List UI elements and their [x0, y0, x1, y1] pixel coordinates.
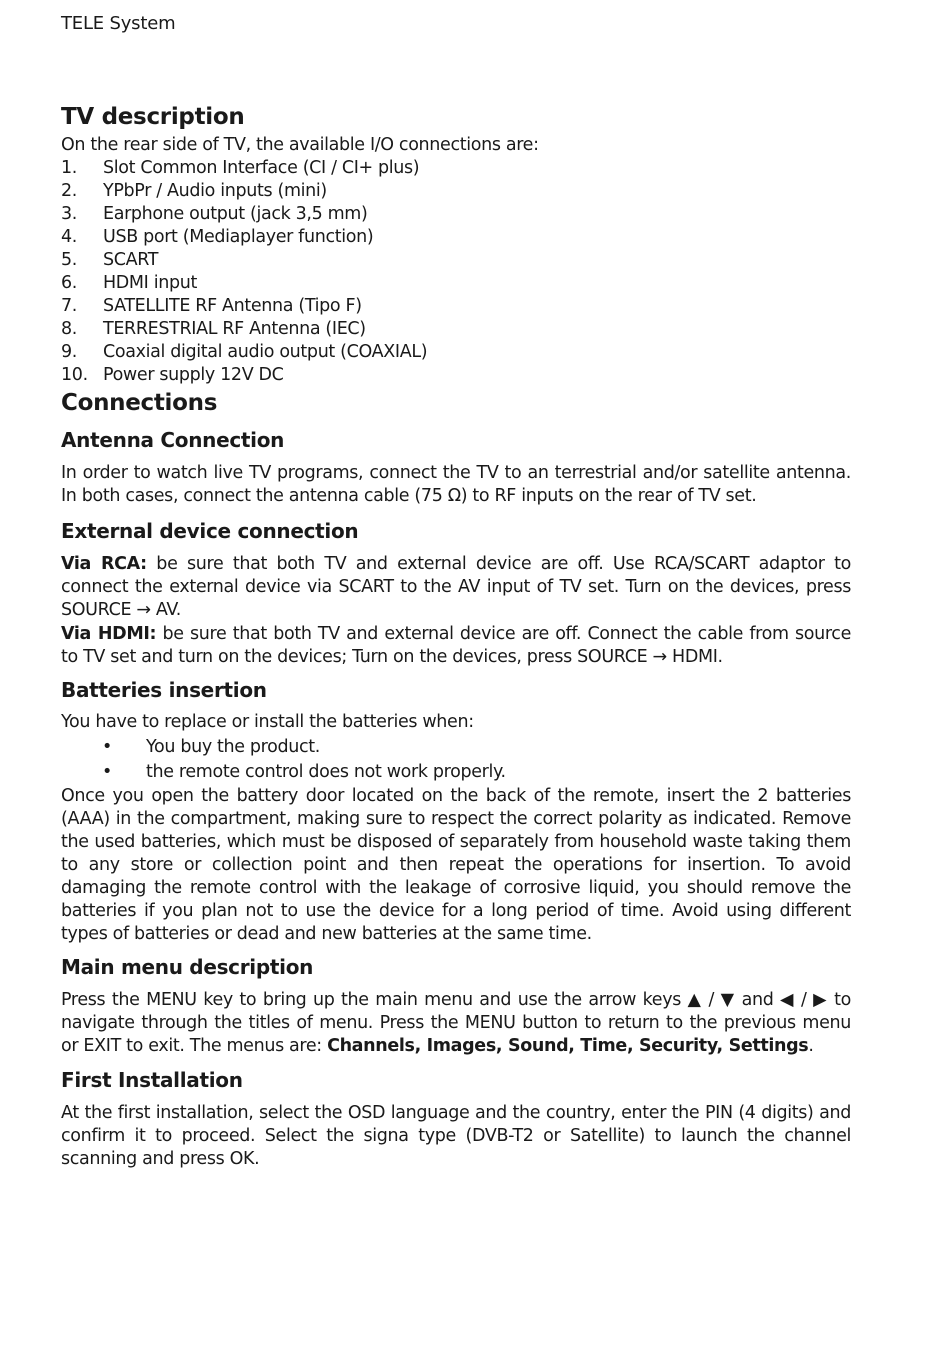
- main-menu-text: [61, 989, 851, 1058]
- list-item-number: 8.: [61, 319, 77, 339]
- list-item-number: 5.: [61, 250, 77, 270]
- via-rca-paragraph: [61, 553, 851, 622]
- list-item-text: YPbPr / Audio inputs (mini): [103, 181, 327, 201]
- batteries-title: Batteries insertion: [61, 678, 267, 702]
- list-item-number: 4.: [61, 227, 77, 247]
- list-item-number: 6.: [61, 273, 77, 293]
- list-item-text: Slot Common Interface (CI / CI+ plus): [103, 158, 420, 178]
- via-hdmi-text: be sure that both TV and external device are off. Connect the cable from source to TV set and turn on the devices; Turn on the devices, press SOURCE → HDMI.: [61, 624, 851, 667]
- via-rca-label: Via RCA:: [61, 554, 147, 574]
- list-item-text: Coaxial digital audio output (COAXIAL): [103, 342, 428, 362]
- bullet-text: the remote control does not work properly.: [146, 762, 506, 782]
- antenna-connection-text: In order to watch live TV programs, connect the TV to an terrestrial and/or satellite antenna. In both cases, connect the antenna cable (75 Ω) to RF inputs on the rear of TV set.: [61, 463, 851, 506]
- via-rca-text: be sure that both TV and external device are off. Use RCA/SCART adaptor to connect the external device via SCART to the AV input of TV set. Turn on the devices, press SOURCE → AV.: [61, 554, 851, 620]
- list-item-text: Power supply 12V DC: [103, 365, 284, 385]
- list-item-number: 10.: [61, 365, 88, 385]
- tv-description-intro: On the rear side of TV, the available I/O connections are:: [61, 135, 539, 155]
- connections-title: Connections: [61, 390, 218, 416]
- tv-description-title: TV description: [61, 104, 245, 130]
- first-installation-title: First Installation: [61, 1068, 243, 1092]
- bullet-text: You buy the product.: [146, 737, 320, 757]
- via-hdmi-paragraph: [61, 623, 851, 669]
- list-item-text: Earphone output (jack 3,5 mm): [103, 204, 368, 224]
- list-item-text: USB port (Mediaplayer function): [103, 227, 374, 247]
- bullet-icon: •: [102, 737, 113, 757]
- list-item-text: TERRESTRIAL RF Antenna (IEC): [103, 319, 366, 339]
- batteries-intro: You have to replace or install the batteries when:: [61, 712, 474, 732]
- main-menu-body: Press the MENU key to bring up the main menu and use the arrow keys ▲ / ▼ and ◀ / ▶ to navigate through the titles of menu. Press the MENU button to return to the previous menu or EXIT to exit. The menus are:: [61, 990, 851, 1056]
- running-head: TELE System: [61, 13, 176, 34]
- via-hdmi-label: Via HDMI:: [61, 624, 157, 644]
- main-menu-list: Channels, Images, Sound, Time, Security, Settings: [327, 1036, 809, 1056]
- first-installation-text: At the first installation, select the OSD language and the country, enter the PIN (4 digits) and confirm it to proceed. Select the signa type (DVB-T2 or Satellite) to launch the channel scanning and press OK.: [61, 1103, 851, 1169]
- list-item-text: SATELLITE RF Antenna (Tipo F): [103, 296, 362, 316]
- list-item-number: 7.: [61, 296, 77, 316]
- list-item-text: SCART: [103, 250, 159, 270]
- bullet-icon: •: [102, 762, 113, 782]
- batteries-text: Once you open the battery door located on the back of the remote, insert the 2 batteries (AAA) in the compartment, making sure to respect the correct polarity as indicated. Remove the used batteries, which must be disposed of separately from household waste taking them to any store or collection point and then repeat the operations for insertion. To avoid damaging the remote control with the leakage of corrosive liquid, you should remove the batteries if you plan not to use the device for a long period of time. Avoid using different types of batteries or dead and new batteries at the same time.: [61, 786, 851, 944]
- antenna-connection-title: Antenna Connection: [61, 428, 285, 452]
- list-item-number: 3.: [61, 204, 77, 224]
- list-item-number: 2.: [61, 181, 77, 201]
- list-item-text: HDMI input: [103, 273, 197, 293]
- main-menu-title: Main menu description: [61, 955, 314, 979]
- list-item-number: 9.: [61, 342, 77, 362]
- external-device-title: External device connection: [61, 519, 359, 543]
- main-menu-end: .: [808, 1036, 814, 1056]
- list-item-number: 1.: [61, 158, 77, 178]
